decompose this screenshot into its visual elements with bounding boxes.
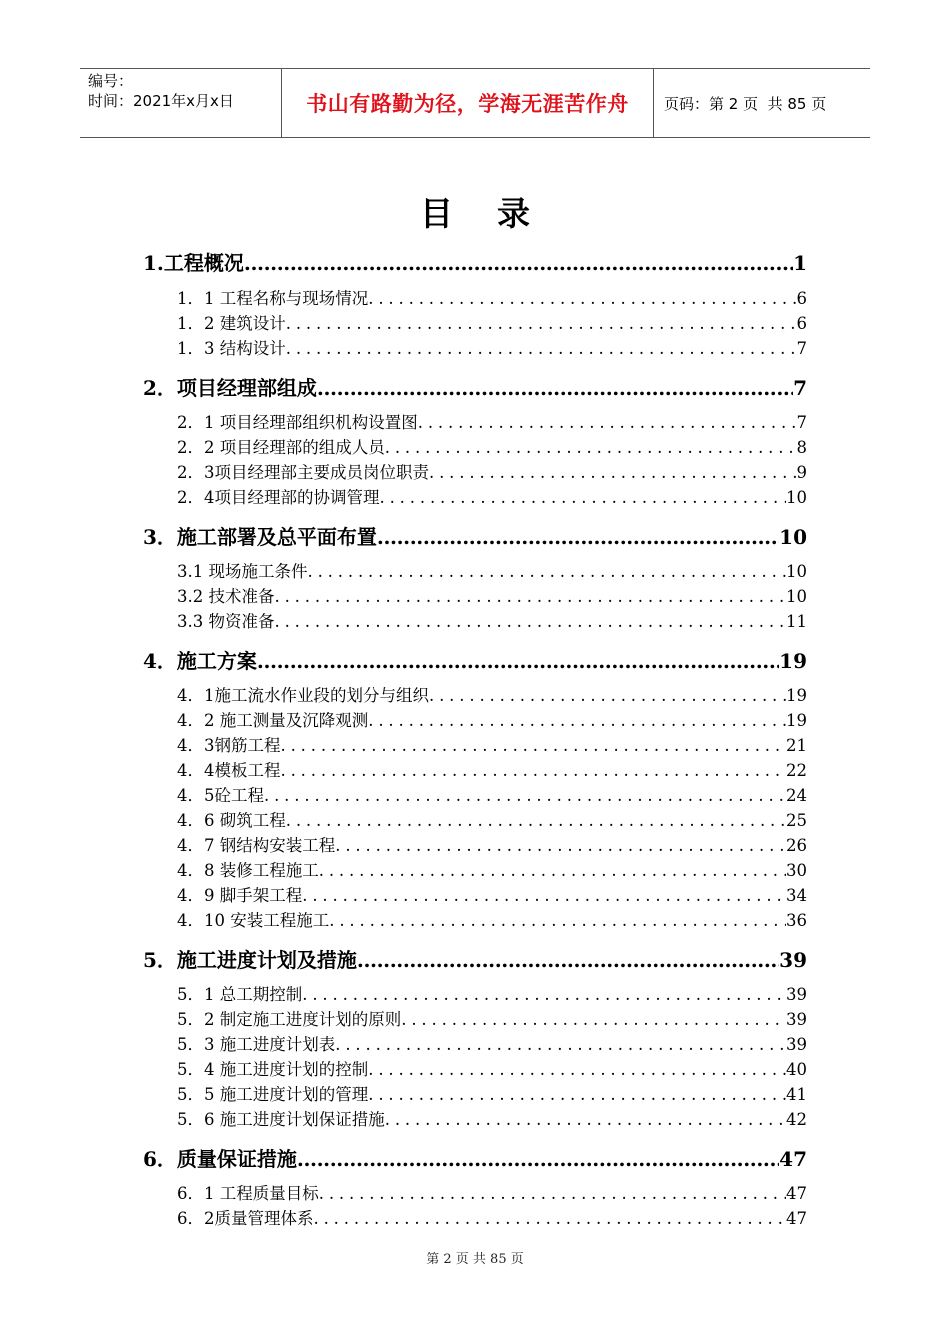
toc-entry-page: 10: [786, 488, 807, 507]
toc-entry-page: 10: [786, 562, 807, 581]
toc-entry-label: 4．7 钢结构安装工程: [177, 836, 336, 855]
toc-section-entry[interactable]: [177, 981, 807, 1005]
toc-entry-label: 4．1施工流水作业段的划分与组织: [177, 686, 429, 705]
toc-entry-label: 2．项目经理部组成: [143, 376, 317, 400]
toc-leader-dots: [335, 836, 786, 855]
toc-leader-dots: [429, 463, 797, 482]
toc-entry-label: 4．9 脚手架工程: [177, 886, 303, 905]
toc-entry-page: 7: [796, 339, 807, 358]
toc-entry-page: 11: [786, 612, 807, 631]
toc-entry-page: 39: [786, 1035, 807, 1054]
toc-leader-dots: [257, 649, 779, 673]
toc-entry-page: 25: [786, 811, 807, 830]
toc-entry-page: 26: [786, 836, 807, 855]
toc-section-entry[interactable]: [177, 757, 807, 781]
toc-entry-page: 47: [786, 1184, 807, 1203]
toc-entry-label: 3.1 现场施工条件: [177, 562, 308, 581]
toc-leader-dots: [281, 761, 787, 780]
toc-entry-label: 5．4 施工进度计划的控制: [177, 1060, 369, 1079]
toc-entry-label: 5．施工进度计划及措施: [143, 948, 357, 972]
toc-section-entry[interactable]: [177, 558, 807, 582]
toc-section-entry[interactable]: [177, 1006, 807, 1030]
toc-section-entry[interactable]: [177, 907, 807, 931]
toc-leader-dots: [368, 1060, 786, 1079]
toc-section-entry[interactable]: [177, 409, 807, 433]
header-number: 编号：: [88, 72, 134, 90]
toc-leader-dots: [264, 786, 786, 805]
toc-entry-label: 1．2 建筑设计: [177, 314, 286, 333]
toc-leader-dots: [314, 1209, 787, 1228]
toc-section-entry[interactable]: [177, 882, 807, 906]
toc-leader-dots: [308, 562, 787, 581]
toc-section-entry[interactable]: [177, 335, 807, 359]
toc-entry-page: 8: [796, 438, 807, 457]
toc-leader-dots: [385, 438, 797, 457]
toc-entry-page: 39: [786, 985, 807, 1004]
toc-entry-page: 24: [786, 786, 807, 805]
toc-section-entry[interactable]: [177, 583, 807, 607]
toc-chapter-entry[interactable]: [143, 521, 807, 550]
toc-leader-dots: [317, 376, 793, 400]
toc-section-entry[interactable]: [177, 285, 807, 309]
toc-entry-label: 1．3 结构设计: [177, 339, 286, 358]
page-header: [80, 68, 870, 138]
toc-leader-dots: [380, 488, 787, 507]
toc-leader-dots: [286, 314, 797, 333]
toc-section-entry[interactable]: [177, 857, 807, 881]
toc-entry-label: 6．2质量管理体系: [177, 1209, 314, 1228]
toc-entry-label: 4．8 装修工程施工: [177, 861, 319, 880]
header-motto: [282, 69, 654, 137]
toc-leader-dots: [286, 339, 797, 358]
toc-entry-label: 3．施工部署及总平面布置: [143, 525, 377, 549]
toc-leader-dots: [319, 861, 786, 880]
toc-entry-label: 4．5砼工程: [177, 786, 264, 805]
toc-entry-page: 47: [779, 1147, 807, 1171]
toc-section-entry[interactable]: [177, 1031, 807, 1055]
header-meta: [80, 69, 282, 137]
toc-entry-label: 6．质量保证措施: [143, 1147, 297, 1171]
toc-entry-page: 10: [779, 525, 807, 549]
toc-entry-page: 22: [786, 761, 807, 780]
toc-entry-label: 1．1 工程名称与现场情况: [177, 289, 369, 308]
toc-section-entry[interactable]: [177, 807, 807, 831]
toc-leader-dots: [275, 612, 787, 631]
toc-entry-label: 4．4模板工程: [177, 761, 281, 780]
toc-section-entry[interactable]: [177, 682, 807, 706]
toc-entry-page: 6: [796, 314, 807, 333]
toc-entry-label: 4．3钢筋工程: [177, 736, 281, 755]
toc-leader-dots: [281, 736, 787, 755]
toc-entry-label: 2．1 项目经理部组织机构设置图: [177, 413, 418, 432]
toc-entry-label: 2．2 项目经理部的组成人员: [177, 438, 385, 457]
toc-leader-dots: [297, 1147, 779, 1171]
toc-entry-page: 40: [786, 1060, 807, 1079]
page-title: [0, 188, 950, 235]
toc-section-entry[interactable]: [177, 459, 807, 483]
toc-entry-label: 5．6 施工进度计划保证措施: [177, 1110, 385, 1129]
toc-entry-page: 19: [786, 711, 807, 730]
toc-entry-page: 7: [793, 376, 807, 400]
toc-leader-dots: [319, 1184, 786, 1203]
toc-entry-label: 4．2 施工测量及沉降观测: [177, 711, 369, 730]
toc-entry-page: 6: [796, 289, 807, 308]
toc-leader-dots: [385, 1110, 786, 1129]
toc-section-entry[interactable]: [177, 1205, 807, 1229]
title-char-2: 录: [497, 194, 530, 233]
toc-entry-page: 7: [796, 413, 807, 432]
toc-leader-dots: [377, 525, 779, 549]
toc-entry-page: 19: [786, 686, 807, 705]
motto-text: 书山有路勤为径，学海无涯苦作舟: [306, 91, 629, 116]
header-page-info: [654, 69, 870, 137]
page-footer: [0, 1248, 950, 1267]
toc-leader-dots: [401, 1010, 786, 1029]
toc-chapter-entry[interactable]: [143, 372, 807, 401]
toc-leader-dots: [329, 911, 786, 930]
toc-section-entry[interactable]: [177, 832, 807, 856]
header-time: 时间：2021年x月x日: [88, 92, 234, 110]
toc-section-entry[interactable]: [177, 732, 807, 756]
toc-section-entry[interactable]: [177, 782, 807, 806]
toc-entry-page: 39: [786, 1010, 807, 1029]
toc-leader-dots: [418, 413, 797, 432]
toc-section-entry[interactable]: [177, 310, 807, 334]
toc-entry-page: 41: [786, 1085, 807, 1104]
toc-section-entry[interactable]: [177, 1056, 807, 1080]
toc-entry-page: 42: [786, 1110, 807, 1129]
toc-entry-label: 5．2 制定施工进度计划的原则: [177, 1010, 402, 1029]
toc-entry-page: 47: [786, 1209, 807, 1228]
toc-leader-dots: [302, 886, 786, 905]
toc-entry-label: 5．5 施工进度计划的管理: [177, 1085, 369, 1104]
toc-entry-label: 4．施工方案: [143, 649, 257, 673]
toc-entry-page: 10: [786, 587, 807, 606]
toc-chapter-entry[interactable]: [143, 645, 807, 674]
toc-section-entry[interactable]: [177, 608, 807, 632]
toc-chapter-entry[interactable]: [143, 1143, 807, 1172]
toc-entry-label: 4．6 砌筑工程: [177, 811, 286, 830]
toc-entry-page: 30: [786, 861, 807, 880]
toc-section-entry[interactable]: [177, 1081, 807, 1105]
toc-entry-label: 5．1 总工期控制: [177, 985, 303, 1004]
toc-chapter-entry[interactable]: [143, 944, 807, 973]
toc-entry-label: 6．1 工程质量目标: [177, 1184, 319, 1203]
toc-entry-label: 1.工程概况: [143, 251, 244, 275]
toc-section-entry[interactable]: [177, 1180, 807, 1204]
toc-section-entry[interactable]: [177, 1106, 807, 1130]
toc-leader-dots: [357, 948, 779, 972]
toc-entry-label: 4．10 安装工程施工: [177, 911, 330, 930]
toc-leader-dots: [368, 711, 786, 730]
toc-entry-page: 19: [779, 649, 807, 673]
title-char-1: 目: [420, 194, 453, 233]
toc-leader-dots: [335, 1035, 786, 1054]
footer-page-number: 第 2 页 共 85 页: [426, 1252, 524, 1267]
toc-entry-label: 5．3 施工进度计划表: [177, 1035, 336, 1054]
toc-entry-page: 39: [779, 948, 807, 972]
toc-leader-dots: [368, 1085, 786, 1104]
toc-leader-dots: [302, 985, 786, 1004]
toc-leader-dots: [286, 811, 786, 830]
toc-entry-label: 2．4项目经理部的协调管理: [177, 488, 380, 507]
toc-entry-page: 21: [786, 736, 807, 755]
toc-section-entry[interactable]: [177, 484, 807, 508]
toc-entry-label: 3.2 技术准备: [177, 587, 275, 606]
toc-entry-page: 36: [786, 911, 807, 930]
toc-entry-page: 9: [796, 463, 807, 482]
toc-leader-dots: [244, 251, 793, 275]
toc-leader-dots: [429, 686, 786, 705]
page-info-text: 页码：第 2 页 共 85 页: [664, 94, 827, 113]
toc-chapter-entry[interactable]: [143, 247, 807, 276]
toc-entry-label: 2．3项目经理部主要成员岗位职责: [177, 463, 429, 482]
toc-leader-dots: [275, 587, 787, 606]
toc-leader-dots: [368, 289, 796, 308]
toc-entry-page: 34: [786, 886, 807, 905]
toc-section-entry[interactable]: [177, 434, 807, 458]
toc-entry-label: 3.3 物资准备: [177, 612, 275, 631]
toc-entry-page: 1: [793, 251, 807, 275]
toc-section-entry[interactable]: [177, 707, 807, 731]
